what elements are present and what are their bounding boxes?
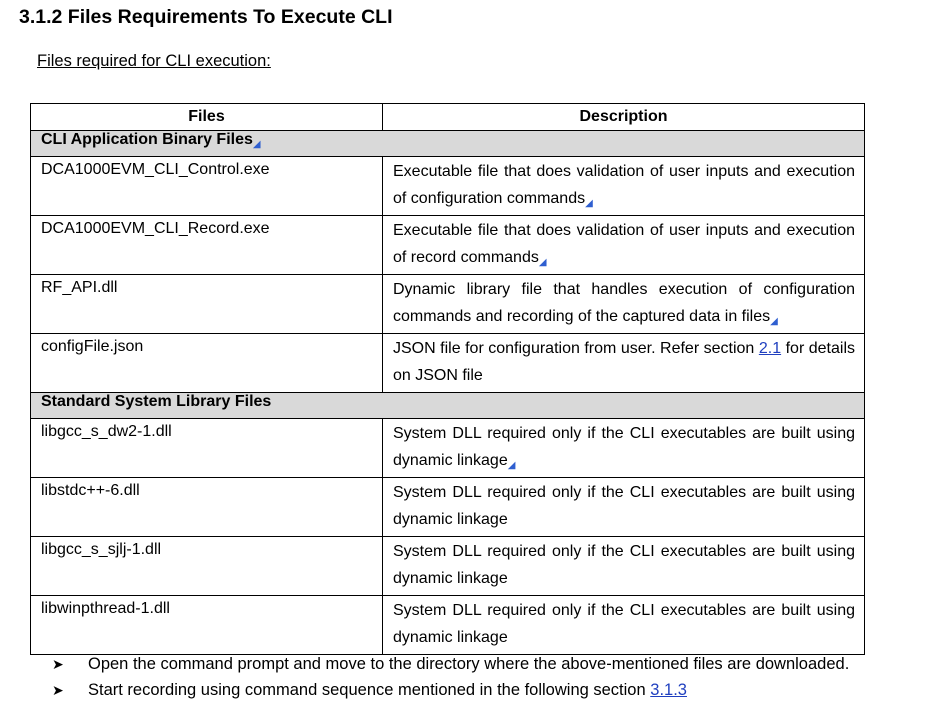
table-row xyxy=(31,419,865,478)
header-row xyxy=(31,104,865,131)
file-name: configFile.json xyxy=(31,334,383,393)
table-row xyxy=(31,275,865,334)
column-header-description: Description xyxy=(383,104,865,131)
revision-marker-icon: ◢ xyxy=(770,316,778,327)
table-caption: Files required for CLI execution: xyxy=(37,52,271,70)
file-name: RF_API.dll xyxy=(31,275,383,334)
revision-marker-icon: ◢ xyxy=(507,460,516,471)
section-row xyxy=(31,393,865,419)
file-name: libwinpthread-1.dll xyxy=(31,596,383,655)
section-reference-link[interactable]: 3.1.3 xyxy=(650,681,687,699)
section-title: Standard System Library Files xyxy=(41,393,272,410)
section-title-cell xyxy=(31,393,865,419)
file-description-cell xyxy=(383,216,865,275)
table-row xyxy=(31,334,865,393)
table-row xyxy=(31,478,865,537)
table-row xyxy=(31,157,865,216)
revision-marker-icon: ◢ xyxy=(252,139,261,150)
table-row xyxy=(31,596,865,655)
arrowhead-bullet-icon: ➤ xyxy=(52,656,64,672)
revision-marker-icon: ◢ xyxy=(585,198,593,209)
list-item-text: Open the command prompt and move to the directory where the above-mentioned files are downloaded. xyxy=(88,655,850,673)
file-description: Dynamic library file that handles execution of configuration commands and recording of the captured data in files xyxy=(393,281,855,325)
arrowhead-bullet-icon: ➤ xyxy=(52,682,64,698)
column-header-files: Files xyxy=(31,104,383,131)
file-name: DCA1000EVM_CLI_Control.exe xyxy=(31,157,383,216)
instruction-list xyxy=(52,653,849,705)
file-name: DCA1000EVM_CLI_Record.exe xyxy=(31,216,383,275)
file-description-cell xyxy=(383,419,865,478)
section-heading: 3.1.2 Files Requirements To Execute CLI xyxy=(19,6,393,28)
file-name: libgcc_s_dw2-1.dll xyxy=(31,419,383,478)
section-title: CLI Application Binary Files xyxy=(41,131,253,148)
table-row xyxy=(31,216,865,275)
file-description: JSON file for configuration from user. Refer section xyxy=(393,340,755,357)
section-row xyxy=(31,131,865,157)
file-description: System DLL required only if the CLI executables are built using dynamic linkage xyxy=(383,596,865,655)
revision-marker-icon: ◢ xyxy=(538,257,547,268)
files-table xyxy=(30,103,865,655)
file-description-cell xyxy=(383,275,865,334)
file-description: System DLL required only if the CLI executables are built using dynamic linkage xyxy=(383,537,865,596)
file-description: Executable file that does validation of user inputs and execution of record commands xyxy=(393,222,855,266)
list-item xyxy=(52,679,849,705)
file-name: libgcc_s_sjlj-1.dll xyxy=(31,537,383,596)
file-description-continued: for details on JSON file xyxy=(393,340,856,384)
list-item-text: Start recording using command sequence mentioned in the following section xyxy=(88,681,646,699)
file-description: System DLL required only if the CLI executables are built using dynamic linkage xyxy=(383,478,865,537)
file-name: libstdc++-6.dll xyxy=(31,478,383,537)
file-description-cell xyxy=(383,334,865,393)
file-description: Executable file that does validation of user inputs and execution of configuration commands xyxy=(393,163,855,207)
list-item xyxy=(52,653,849,679)
file-description: System DLL required only if the CLI executables are built using dynamic linkage xyxy=(393,425,855,469)
section-reference-link[interactable]: 2.1 xyxy=(758,340,782,357)
table-row xyxy=(31,537,865,596)
section-title-cell xyxy=(31,131,865,157)
file-description-cell xyxy=(383,157,865,216)
